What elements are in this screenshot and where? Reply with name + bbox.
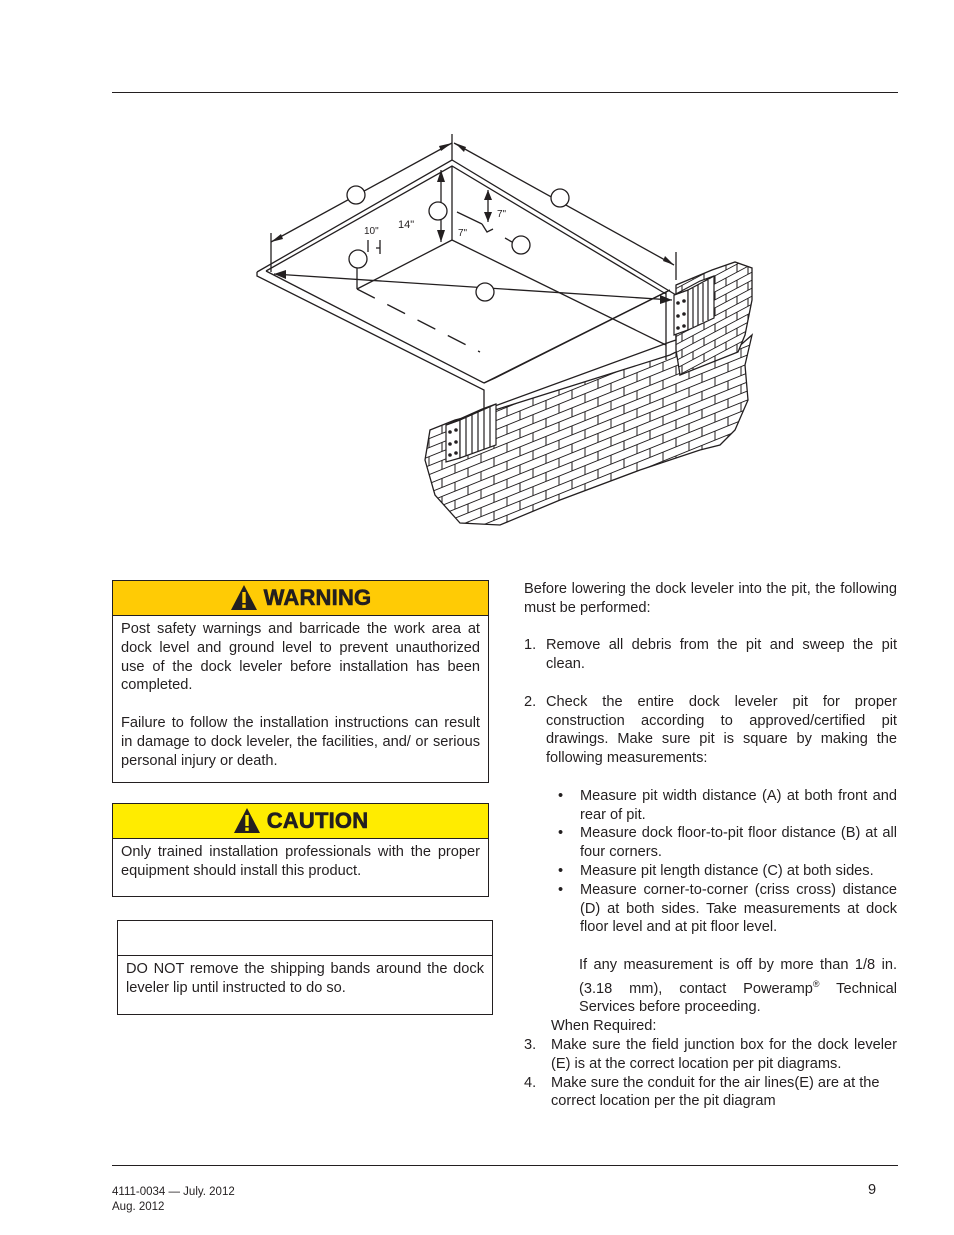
callout-circle-a — [347, 186, 365, 204]
bottom-rule — [112, 1165, 898, 1166]
bullet-item — [524, 881, 897, 937]
warning-header — [113, 581, 488, 616]
dock-pit-diagram — [250, 128, 760, 528]
notice-header — [118, 921, 492, 956]
step-1-number: 1. — [524, 637, 537, 654]
step-2 — [524, 693, 897, 768]
warning-heading: WARNING — [263, 585, 372, 610]
step-4 — [524, 1074, 897, 1112]
callout-circle-d — [476, 283, 494, 301]
step-2-text: Check the entire dock leveler pit for proper construction according to approved/certified pit drawings. Make sure pit is square by making the following measurements: — [546, 693, 897, 767]
notice-box — [117, 920, 493, 1015]
caution-header — [113, 804, 488, 839]
bullet-mark: • — [558, 825, 564, 842]
caution-triangle-icon — [233, 807, 261, 835]
caution-paragraph: Only trained installation professionals with the proper equipment should install this product. — [121, 844, 480, 879]
warning-paragraph-2: Failure to follow the installation instructions can result in damage to dock leveler, the facilities, and/ or serious personal injury or death. — [121, 714, 480, 769]
callout-circle-b — [429, 202, 447, 220]
dim-label-top-right: 7" — [497, 209, 507, 220]
step-3 — [524, 1036, 897, 1074]
bullet-text: Measure dock floor-to-pit floor distance (B) at all four corners. — [580, 825, 897, 861]
dim-label-left-large: 14" — [398, 219, 415, 231]
when-required-label: When Required: — [551, 1018, 657, 1035]
measurement-note — [524, 956, 897, 1017]
bullet-item — [524, 824, 897, 862]
footer-doc-info — [112, 1185, 235, 1215]
footer-date-line: Aug. 2012 — [112, 1201, 165, 1213]
dim-label-bottom-right: 7" — [458, 228, 468, 239]
instructions-column — [524, 580, 897, 1111]
note-text-after: Technical Services before proceeding. — [579, 980, 897, 1016]
callout-circle-a-right — [551, 189, 569, 207]
dim-label-left-small: 10" — [364, 226, 379, 237]
bullet-item — [524, 787, 897, 825]
bullet-item — [524, 862, 897, 881]
step-4-number: 4. — [524, 1074, 537, 1091]
step-2-number: 2. — [524, 693, 537, 710]
notice-paragraph: DO NOT remove the shipping bands around the dock leveler lip until instructed to do so. — [126, 961, 484, 996]
warning-triangle-icon — [230, 584, 258, 612]
bullet-mark: • — [558, 862, 564, 879]
footer-doc-line: 4111-0034 — July. 2012 — [112, 1186, 235, 1198]
page-number: 9 — [868, 1182, 877, 1198]
bullet-mark: • — [558, 881, 564, 898]
note-text-before: If any measurement is off by more than 1/8 in. (3.18 mm), contact Poweramp — [579, 956, 897, 997]
step-1-text: Remove all debris from the pit and sweep the pit clean. — [546, 637, 897, 673]
bullet-text: Measure corner-to-corner (criss cross) distance (D) at both sides. Take measurements at dock floor level and at pit floor level. — [580, 881, 897, 936]
bullet-mark: • — [558, 787, 564, 804]
bullet-text: Measure pit width distance (A) at both front and rear of pit. — [580, 787, 897, 823]
step-1 — [524, 636, 897, 674]
callout-circle-left — [349, 250, 367, 268]
warning-paragraph-1: Post safety warnings and barricade the work area at dock level and ground level to prevent unauthorized use of the dock leveler before installation has been completed. — [121, 621, 480, 694]
step-4-text: Make sure the conduit for the air lines(E) are at the correct location per the pit diagram — [551, 1074, 880, 1110]
caution-box — [112, 803, 489, 897]
callout-circle-e — [512, 236, 530, 254]
bullet-text: Measure pit length distance (C) at both sides. — [580, 862, 874, 879]
step-3-text: Make sure the field junction box for the dock leveler (E) is at the correct location per pit diagrams. — [551, 1036, 897, 1072]
registered-mark: ® — [812, 978, 820, 989]
step-3-number: 3. — [524, 1036, 537, 1053]
instructions-intro: Before lowering the dock leveler into the pit, the following must be performed: — [524, 581, 897, 616]
warning-box — [112, 580, 489, 783]
caution-heading: CAUTION — [266, 808, 369, 833]
top-rule — [112, 92, 898, 93]
